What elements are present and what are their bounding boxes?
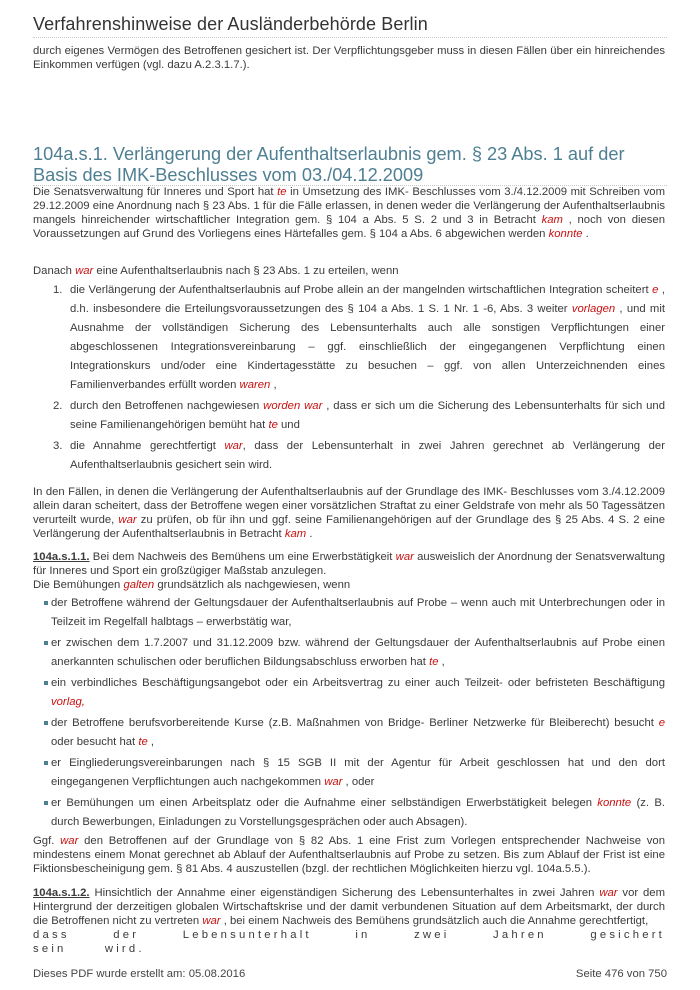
highlighted-word: war — [118, 514, 137, 526]
text-run: , — [270, 379, 277, 391]
text-run: eine Aufenthaltserlaubnis nach § 23 Abs. 1 zu erteilen, wenn — [93, 265, 399, 277]
text-run: Bei dem Nachweis des Bemühens um eine Erwerbstätigkeit — [89, 551, 396, 563]
list-item — [50, 281, 665, 395]
highlighted-word: e — [658, 717, 665, 729]
text-run: . — [306, 528, 313, 540]
highlighted-word: galten — [123, 579, 155, 591]
square-bullet-icon — [44, 801, 48, 805]
bullet-item — [44, 714, 665, 752]
highlighted-word: war — [324, 776, 343, 788]
highlighted-word: war — [60, 835, 79, 847]
subsection-label-2: 104a.s.1.2. — [33, 887, 90, 899]
header-divider — [33, 37, 667, 38]
bullet-item — [44, 594, 665, 632]
text-run: , und mit Ausnahme der vollständigen Sicherung des Lebensunterhalts auch alle sonstigen Verpflichtungen einer abgeschlossenen Integrationsvereinbarung – ggf. einschließlich der eingegangenen Verpflichtung einen Integrationskurs und/oder eine Kindertagesstätte zu besuchen – ggf. von allen Unterzeichnenden eines Familienverbandes erfüllt worden — [70, 303, 665, 391]
text-run: in Umsetzung des IMK- Beschlusses vom 3./4.12.2009 mit Schreiben vom 29.12.2009 eine Anordnung nach § 23 Abs. 1 für die Fälle erlassen, in denen weder die Verlängerung der Aufenthaltserlaubnis mangels hinreichender wirtschaftlicher Integration gem. § 104 a Abs. 5 S. 2 und 3 in Betracht — [33, 186, 665, 226]
highlighted-word: te — [277, 186, 287, 198]
bullet-item — [44, 634, 665, 672]
paragraph-4b — [33, 578, 665, 592]
highlighted-word: war — [599, 887, 618, 899]
text-run: , dass der Lebensunterhalt in zwei Jahren gerechnet ab Verlängerung der Aufenthaltserlaubnis gesichert sein wird. — [70, 440, 665, 471]
text-run: der Betroffene während der Geltungsdauer der Aufenthaltserlaubnis auf Probe – wenn auch mit Unterbrechungen oder in Teilzeit im Regelfall halbtags – erwerbstätig war, — [51, 597, 665, 628]
highlighted-word: vorlag, — [51, 696, 85, 708]
paragraph-6-last-line: dass der Lebensunterhalt in zwei Jahren gesichert sein wird. — [33, 929, 665, 955]
text-run: den Betroffenen auf der Grundlage von § 82 Abs. 1 eine Frist zum Vorlegen entsprechender Nachweise von mindestens einem Monat gerechnet ab Ablauf der Aufenthaltserlaubnis auf Probe zu setzen. Bis zum Ablauf der Frist ist eine Fiktionsbescheinigung gem. § 81 Abs. 4 auszustellen (bzgl. der rechtlichen Möglichkeiten hierzu vgl. 104a.5.5.). — [33, 835, 665, 875]
text-run: und — [277, 419, 300, 431]
highlighted-word: vorlagen — [571, 303, 616, 315]
text-run: grundsätzlich als nachgewiesen, wenn — [154, 579, 351, 591]
paragraph-5 — [33, 834, 665, 876]
text-run: Ggf. — [33, 835, 61, 847]
text-run: oder besucht hat — [51, 736, 139, 748]
subsection-label-1: 104a.s.1.1. — [33, 551, 90, 563]
bullet-item — [44, 754, 665, 792]
text-run: Hinsichtlich der Annahme einer eigenständigen Sicherung des Lebensunterhaltes in zwei Jahren — [89, 887, 600, 899]
square-bullet-icon — [44, 641, 48, 645]
square-bullet-icon — [44, 681, 48, 685]
text-run: , bei einem Nachweis des Bemühens grundsätzlich auch die Annahme gerechtfertigt, — [220, 915, 649, 927]
text-run: , — [147, 736, 155, 748]
text-run: durch den Betroffenen nachgewiesen — [70, 400, 264, 412]
bullet-item — [44, 674, 665, 712]
text-run: er Eingliederungsvereinbarungen nach § 15 SGB II mit der Agentur für Arbeit geschlossen hat und den dort eingegangenen Verpflichtungen auch nachgekommen — [51, 757, 665, 788]
text-run: zu prüfen, ob für ihn und ggf. seine Familienangehörigen auf der Grundlage des § 25 Abs. 4 S. 2 eine Verlängerung der Aufenthaltserlaubnis in Betracht — [33, 514, 665, 540]
text-run: , noch von diesen Voraussetzungen auf Grund des Vorliegens eines Härtefalles gem. § 104 a Abs. 6 abgewichen werden — [33, 214, 665, 240]
text-run: Die Bemühungen — [33, 579, 124, 591]
conditions-list — [50, 281, 665, 477]
text-run: die Verlängerung der Aufenthaltserlaubnis auf Probe allein an der mangelnden wirtschaftlichen Integration scheitert — [70, 284, 653, 296]
highlighted-word: kam — [541, 214, 563, 226]
bullet-item — [44, 794, 665, 832]
text-run: ausweislich der Anordnung der Senatsverwaltung für Inneres und Sport ein großzügiger Maßstab anzulegen. — [33, 551, 665, 577]
text-run: , — [438, 656, 445, 668]
text-run: er zwischen dem 1.7.2007 und 31.12.2009 bzw. während der Geltungsdauer der Aufenthaltserlaubnis auf Probe einen anerkannten schulischen oder beruflichen Bildungsabschluss erworben hat — [51, 637, 665, 668]
list-item — [50, 397, 665, 435]
square-bullet-icon — [44, 721, 48, 725]
highlighted-word: e — [652, 284, 659, 296]
paragraph-4-text — [33, 551, 665, 577]
list-number: 1. — [53, 284, 63, 296]
text-run: , oder — [342, 776, 375, 788]
list-number: 2. — [53, 400, 63, 412]
text-run: Danach — [33, 265, 76, 277]
paragraph-4 — [33, 550, 665, 578]
highlighted-word: war — [202, 915, 221, 927]
paragraph-6-text — [33, 887, 665, 927]
text-run: die Annahme gerechtfertigt — [70, 440, 225, 452]
highlighted-word: war — [224, 440, 243, 452]
text-run: ein verbindliches Beschäftigungsangebot oder ein Arbeitsvertrag zu einer auch Teilzeit- oder befristeten Beschäftigung — [51, 677, 665, 689]
highlighted-word: war — [75, 265, 94, 277]
highlighted-word: te — [268, 419, 278, 431]
text-run: vor dem Hintergrund der derzeitigen globalen Wirtschaftskrise und der damit verbundenen Situation auf dem Arbeitsmarkt, der durch die Betroffenen nicht zu vertreten — [33, 887, 665, 927]
page-header-title: Verfahrenshinweise der Ausländerbehörde Berlin — [33, 14, 428, 34]
text-run: . — [582, 228, 589, 240]
text-run: der Betroffene berufsvorbereitende Kurse (z.B. Maßnahmen von Bridge- Berliner Netzwerke für Bleiberecht) besucht — [51, 717, 659, 729]
square-bullet-icon — [44, 761, 48, 765]
list-item — [50, 437, 665, 475]
highlighted-word: war — [395, 551, 414, 563]
text-run: Die Senatsverwaltung für Inneres und Sport hat — [33, 186, 278, 198]
list-number: 3. — [53, 440, 63, 452]
paragraph-2 — [33, 264, 665, 278]
highlighted-word: konnte — [548, 228, 583, 240]
highlighted-word: waren — [239, 379, 271, 391]
text-run: er Bemühungen um einen Arbeitsplatz oder die Aufnahme einer selbständigen Erwerbstätigkeit belegen — [51, 797, 598, 809]
highlighted-word: te — [429, 656, 439, 668]
highlighted-word: kam — [284, 528, 307, 540]
text-run: (z. B. durch Bewerbungen, Einladungen zu Vorstellungsgesprächen oder auch Absagen). — [51, 797, 665, 828]
paragraph-3 — [33, 485, 665, 541]
intro-paragraph: durch eigenes Vermögen des Betroffenen gesichert ist. Der Verpflichtungsgeber muss in diesen Fällen über ein hinreichendes Einkommen verfügen (vgl. dazu A.2.3.1.7.). — [33, 45, 665, 71]
footer-created-date: Dieses PDF wurde erstellt am: 05.08.2016 — [33, 968, 246, 980]
evidence-bullet-list — [44, 594, 665, 834]
text-run: In den Fällen, in denen die Verlängerung der Aufenthaltserlaubnis auf der Grundlage des IMK- Beschlusses vom 3./4.12.2009 allein daran scheitert, dass der Betroffene wegen einer vorsätzlichen Straftat zu einer Geldstrafe von mehr als 50 Tagessätzen verurteilt wurde, — [33, 486, 665, 526]
text-run: , dass er sich um die Sicherung des Lebensunterhalts für sich und seine Familienangehörigen bemüht hat — [70, 400, 665, 431]
footer-page-number: Seite 476 von 750 — [575, 968, 667, 980]
paragraph-6 — [33, 886, 665, 928]
section-heading: 104a.s.1. Verlängerung der Aufenthaltserlaubnis gem. § 23 Abs. 1 auf der Basis des IMK-Beschlusses vom 03./04.12.2009 — [33, 144, 625, 185]
highlighted-word: worden war — [263, 400, 323, 412]
paragraph-1 — [33, 185, 665, 241]
text-run: , d.h. insbesondere die Erteilungsvoraussetzungen des § 104 a Abs. 1 S. 1 Nr. 1 -6, Abs. 3 weiter — [70, 284, 666, 315]
highlighted-word: konnte — [597, 797, 632, 809]
square-bullet-icon — [44, 601, 48, 605]
highlighted-word: te — [138, 736, 148, 748]
